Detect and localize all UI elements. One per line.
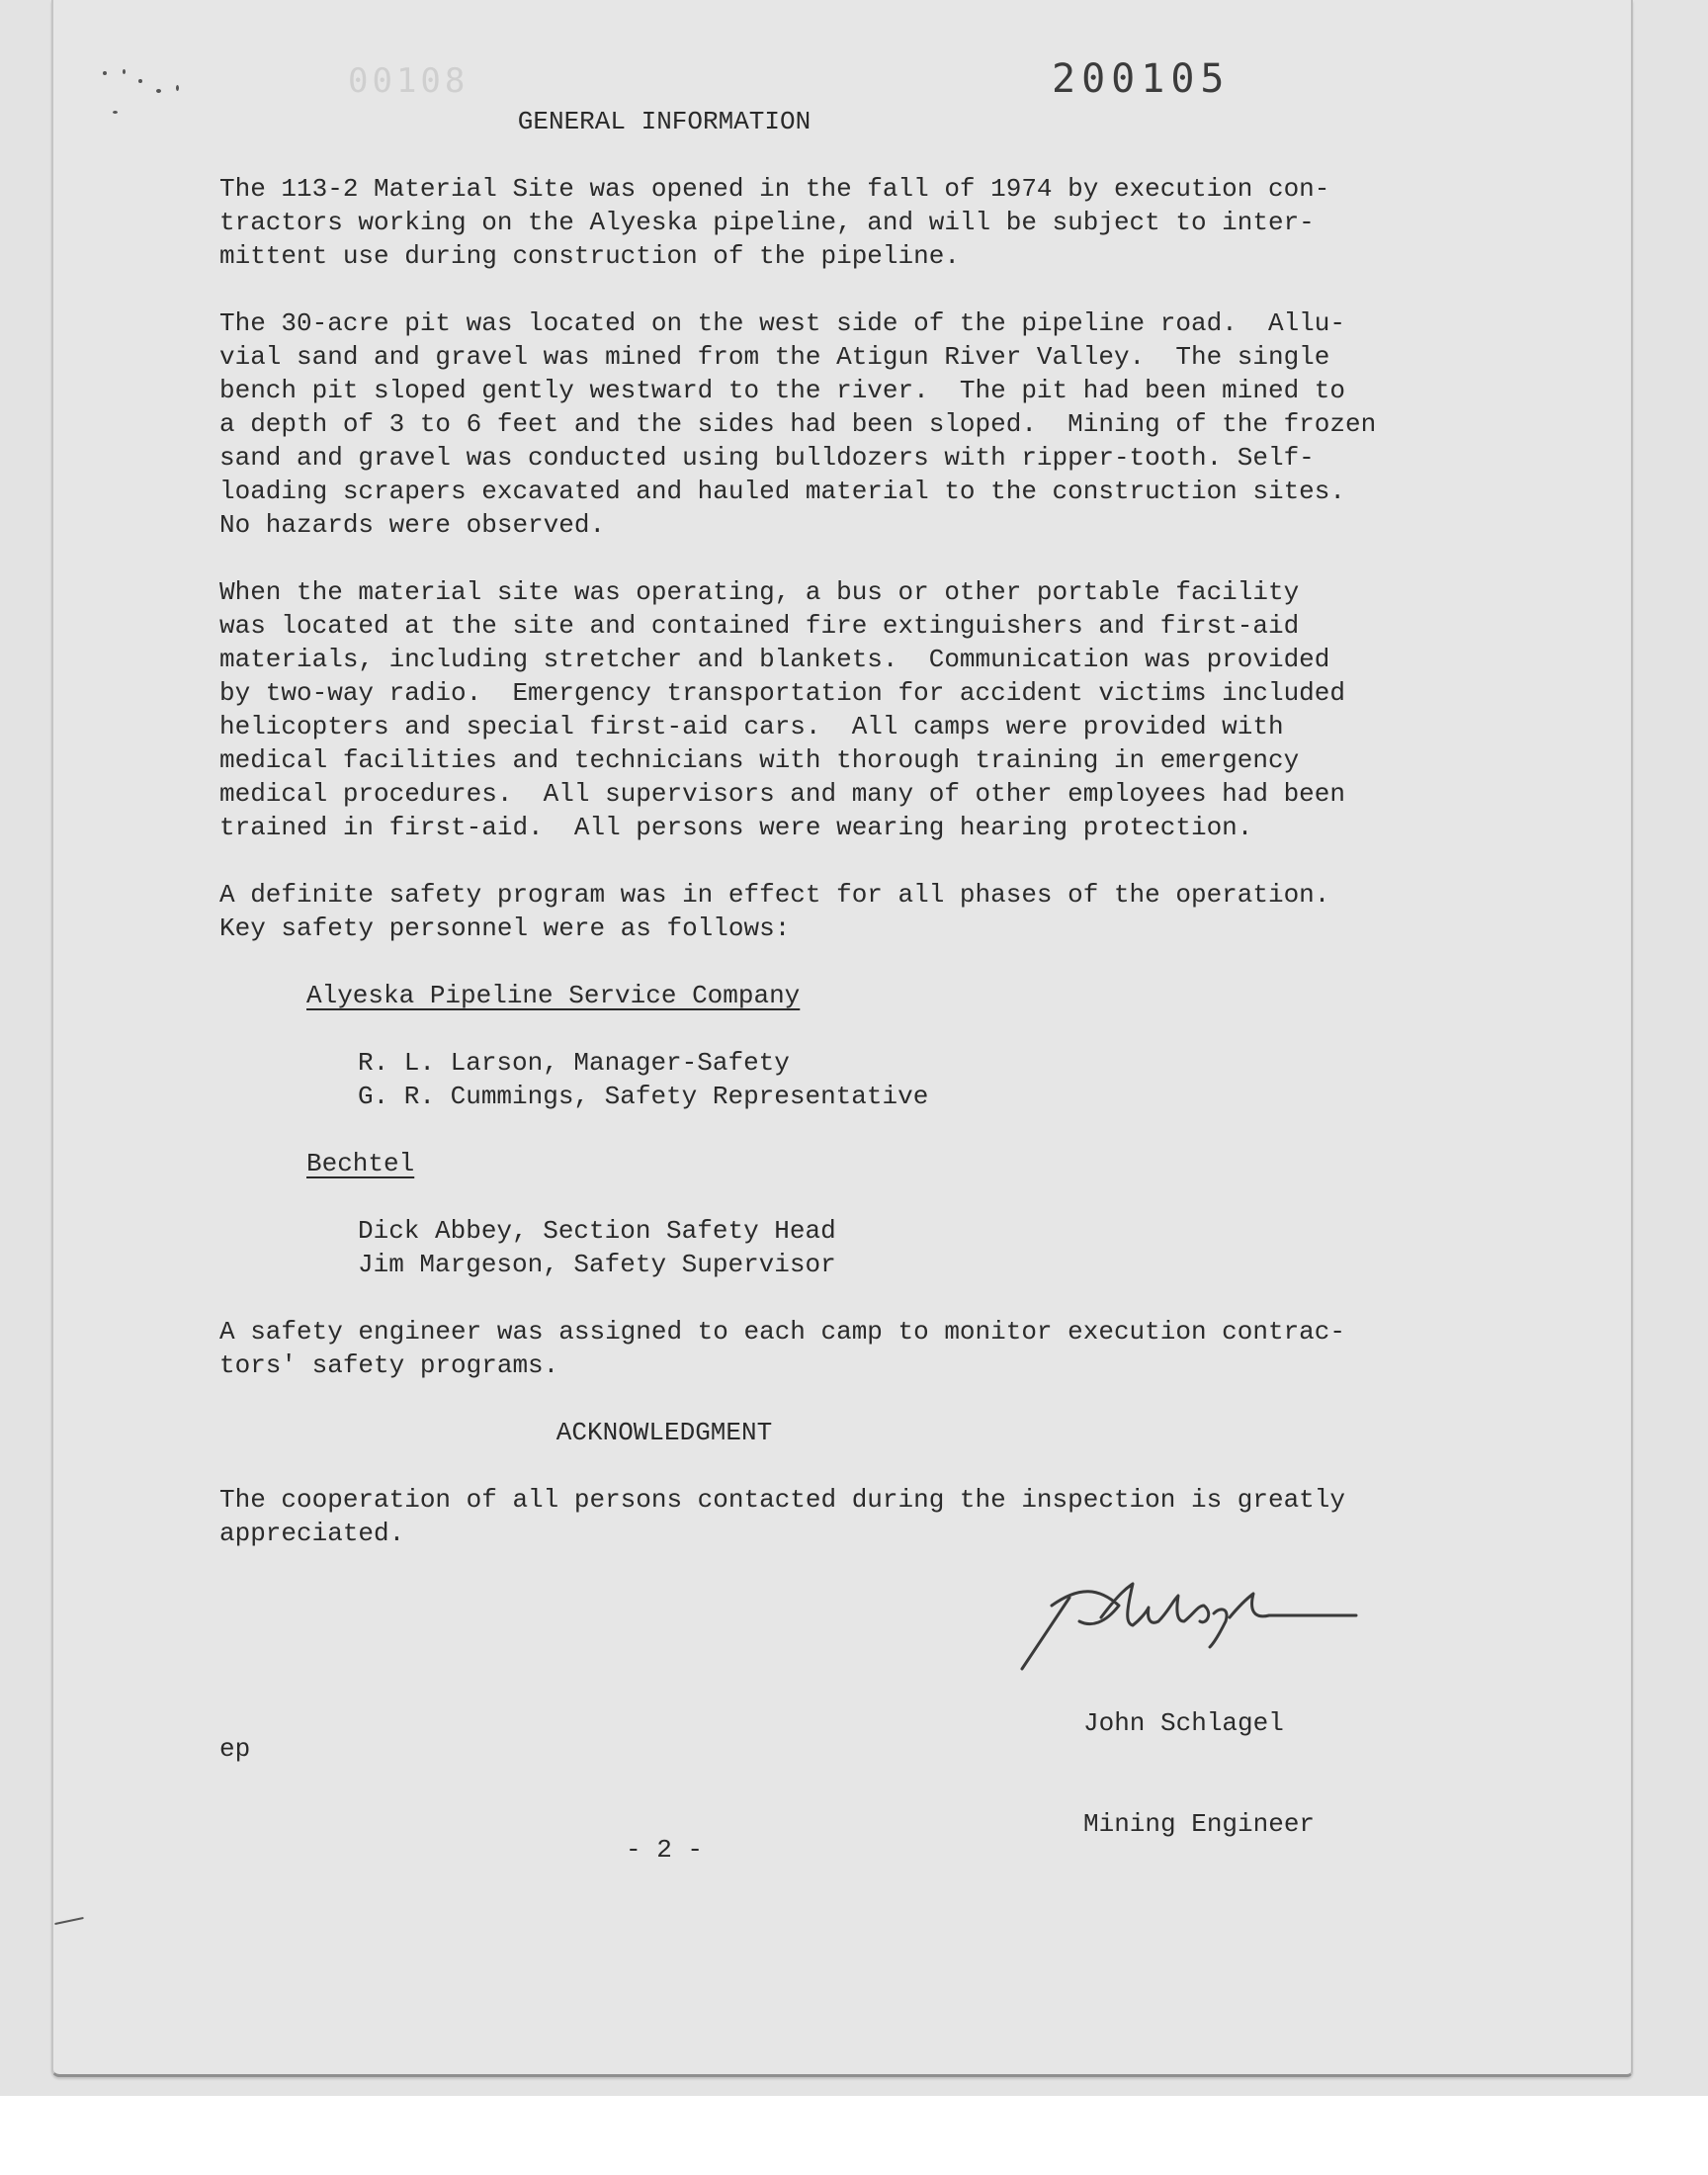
signatory (1083, 1639, 1315, 1908)
scan-speck (123, 69, 126, 74)
organization-heading-bechtel (219, 1147, 1524, 1180)
scan-speck (156, 89, 161, 93)
signatory-title: Mining Engineer (1083, 1809, 1316, 1839)
spacer (219, 844, 1524, 878)
text-line: by two-way radio. Emergency transportation for accident victims included (219, 678, 1345, 708)
paragraph-acknowledgment (219, 1483, 1524, 1550)
text-line: The 113-2 Material Site was opened in the fall of 1974 by execution con- (219, 174, 1330, 204)
personnel-entry: Dick Abbey, Section Safety Head (358, 1216, 836, 1246)
paragraph-safety-facilities (219, 575, 1524, 844)
text-line: trained in first-aid. All persons were wearing hearing protection. (219, 813, 1253, 842)
ghost-stamp-number: 00108 (348, 61, 470, 101)
text-line: No hazards were observed. (219, 510, 606, 540)
paragraph-safety-engineer (219, 1315, 1524, 1382)
organization-name: Alyeska Pipeline Service Company (306, 981, 801, 1010)
spacer (219, 1382, 1524, 1416)
text-line: A safety engineer was assigned to each camp to monitor execution contrac- (219, 1317, 1345, 1347)
spacer (219, 945, 1524, 979)
page-number: - 2 - (625, 1835, 703, 1865)
spacer (219, 1180, 1524, 1214)
spacer (219, 1281, 1524, 1315)
page-title: GENERAL INFORMATION (517, 107, 811, 136)
text-line: Key safety personnel were as follows: (219, 914, 791, 943)
spacer (219, 1766, 1524, 1799)
organization-heading-alyeska (219, 979, 1524, 1012)
text-line: appreciated. (219, 1519, 405, 1548)
personnel-entry: G. R. Cummings, Safety Representative (358, 1082, 929, 1111)
text-line: medical facilities and technicians with thorough training in emergency (219, 745, 1300, 775)
organization-name: Bechtel (306, 1149, 415, 1178)
scan-speck (113, 111, 118, 114)
text-line: materials, including stretcher and blankets. Communication was provided (219, 645, 1330, 674)
text-line: mittent use during construction of the pipeline. (219, 241, 960, 271)
acknowledgment-heading: ACKNOWLEDGMENT (555, 1418, 773, 1447)
scan-speck (138, 79, 142, 83)
text-line: medical procedures. All supervisors and many of other employees had been (219, 779, 1345, 809)
text-line: helicopters and special first-aid cars. All camps were provided with (219, 712, 1284, 741)
text-line: sand and gravel was conducted using bulldozers with ripper-tooth. Self- (219, 443, 1315, 473)
text-line: tractors working on the Alyeska pipeline, and will be subject to inter- (219, 208, 1315, 237)
paragraph-pit-description (219, 306, 1524, 542)
spacer (219, 273, 1524, 306)
spacer (219, 1718, 1524, 1732)
document-body (219, 55, 1524, 1867)
text-line: bench pit sloped gently westward to the river. The pit had been mined to (219, 376, 1345, 405)
spacer (219, 1012, 1524, 1046)
personnel-entry: Jim Margeson, Safety Supervisor (358, 1250, 836, 1279)
paragraph-safety-program (219, 878, 1524, 945)
spacer (219, 138, 1524, 172)
spacer (219, 1449, 1524, 1483)
text-line: tors' safety programs. (219, 1350, 559, 1380)
paragraph-site-opening (219, 172, 1524, 273)
text-line: A definite safety program was in effect for all phases of the operation. (219, 880, 1330, 910)
text-line: a depth of 3 to 6 feet and the sides had been sloped. Mining of the frozen (219, 409, 1377, 439)
signatory-name: John Schlagel (1083, 1708, 1284, 1738)
personnel-entry: R. L. Larson, Manager-Safety (358, 1048, 790, 1078)
text-line: was located at the site and contained fire extinguishers and first-aid (219, 611, 1300, 641)
scan-speck (103, 71, 107, 75)
scan-speck (176, 85, 179, 91)
text-line: The cooperation of all persons contacted during the inspection is greatly (219, 1485, 1345, 1515)
spacer (219, 542, 1524, 575)
text-line: The 30-acre pit was located on the west side of the pipeline road. Allu- (219, 308, 1345, 338)
spacer (219, 1113, 1524, 1147)
text-line: When the material site was operating, a bus or other portable facility (219, 577, 1300, 607)
typist-initials: ep (219, 1734, 251, 1764)
stamp-row (219, 55, 1524, 105)
text-line: loading scrapers excavated and hauled material to the construction sites. (219, 477, 1345, 506)
spacer (219, 1799, 1524, 1833)
document-stamp-number: 200105 (1052, 56, 1231, 102)
text-line: vial sand and gravel was mined from the Atigun River Valley. The single (219, 342, 1330, 372)
